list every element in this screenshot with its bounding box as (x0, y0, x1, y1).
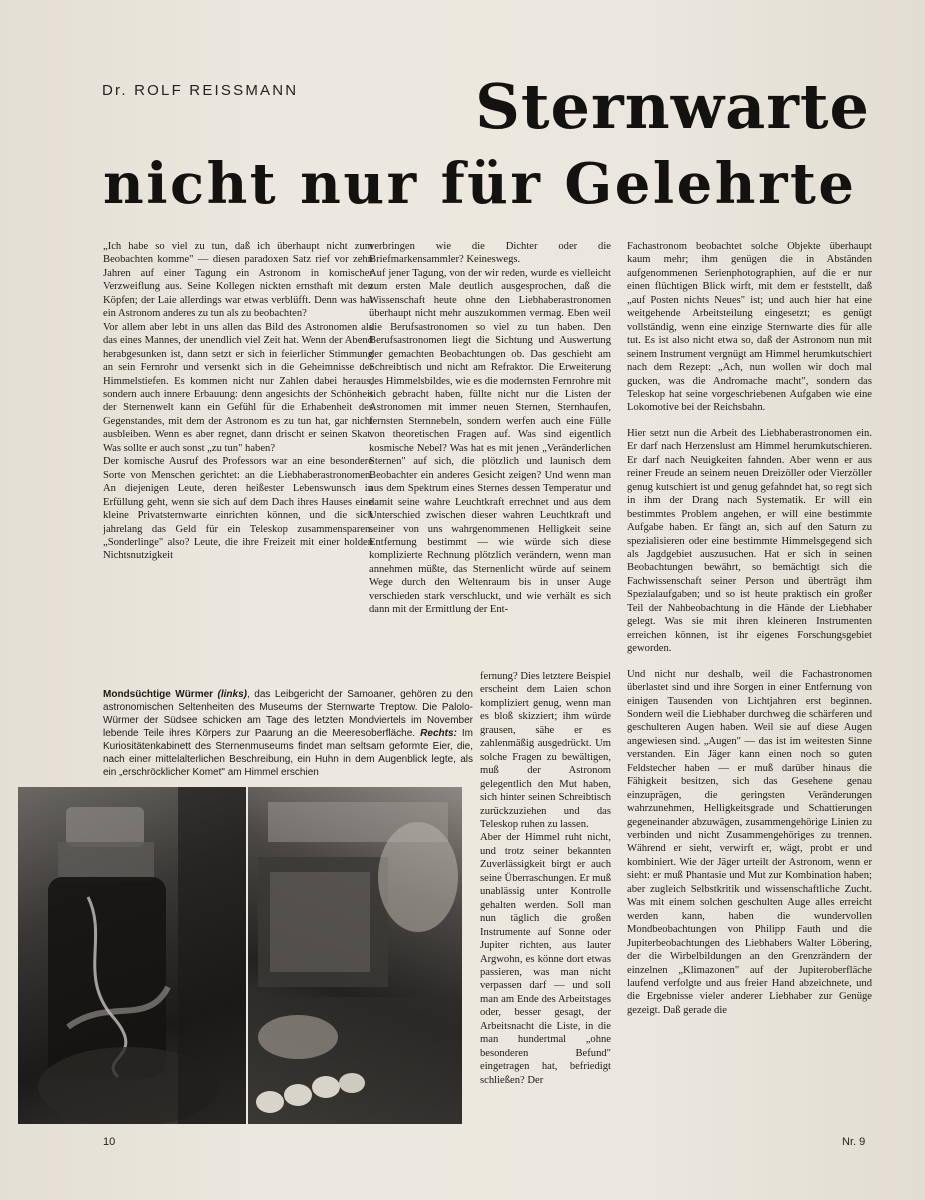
paragraph: „Ich habe so viel zu tun, daß ich überhaupt nicht zum Beobachten komme" — diesen paradoxen Satz rief vor zehn Jahren auf einer Tagung ein Astronom in komischer Verzweiflung aus. Seine Kollegen nickten ernsthaft mit den Köpfen; der Laie allerdings war etwas verblüfft. Denn was hat ein Astronom anderes zu tun als zu beobachten? (103, 241, 373, 320)
caption-lead: Mondsüchtige Würmer (103, 689, 214, 700)
photo-worm-jar (18, 787, 246, 1124)
article-column-2-continued (480, 670, 611, 1160)
paragraph: verbringen wie die Dichter oder die Briefmarkensammler? Keineswegs. (369, 241, 611, 266)
article-column-2 (369, 240, 611, 670)
page-number: 10 (103, 1136, 116, 1148)
paragraph: Fachastronom beobachtet solche Objekte überhaupt kaum mehr; ihm genügen die in Abständen aufgenommenen Serienphotographien, auf die er nur einen flüchtigen Blick wirft, mit dem er feststellt, daß „auf Posten nichts Neues" ist; und auch hier hat eine weitgehende Arbeitsteilung eingesetzt; es genügt vollständig, wenn eine einzige Sternwarte dies für alle tut. Es ist also nicht etwa so, daß der Astronom nun mit seinem Instrument vergnügt am Himmel herumkutschiert nach dem Rezept: „Ach, nun wollen wir doch mal gucken, was die Andromache macht", sondern das Teleskop hat seine vorgeschriebenen Aufgaben wie eine Lokomotive bei der Reichsbahn. (627, 241, 872, 414)
caption-text-2: Im Kuriositätenkabinett des Sternenmuseums findet man seltsam geformte Eier, die, nach einer mittelalterlichen Beschreibung, ein Huhn in dem Augenblick legte, als ein „erschröcklicher Komet" am Himmel erschien (103, 728, 474, 778)
paragraph: Auf jener Tagung, von der wir reden, wurde es vielleicht zum ersten Male deutlich ausgesprochen, daß die Wissenschaft heute ohne den Liebhaberastronomen überhaupt nicht mehr auszukommen vermag. Eben weil die Berufsastronomen so viel zu tun haben. Den Berufsastronomen liegt die Sichtung und Auswertung der gemachten Beobachtungen ob. Das geschieht am Schreibtisch und nicht am Refraktor. Die Erweiterung des Himmelsbildes, wie es die modernsten Fernrohre mit sich gebracht haben, füllte nicht nur die Listen der Astronomen mit immer neuen Sternen, Sternhaufen, fernsten Sternnebeln, sondern werfen auch eine Fülle von theoretischen Fragen auf. Was sind eigentlich kosmische Nebel? Was hat es mit jenen „Veränderlichen Sternen" auf sich, die plötzlich und launisch dem Beobachter ein anderes Gesicht zeigen? Und wenn man aus dem Spektrum eines Sternes dessen Temperatur und damit seine wahre Leuchtkraft errechnet und aus dem Unterschied zwischen dieser wahren Leuchtkraft und seiner von uns wahrgenommenen Helligkeit seine Entfernung bestimmt — wie würde sich diese komplizierte Rechnung plötzlich verändern, wenn man annehmen müßte, das Sternenlicht würde auf seinem Wege durch den Weltenraum bis in unser Auge verschieden stark verschluckt, und wie verhält es sich dann mit der Ermittlung der Ent- (369, 267, 611, 616)
photo-caption (103, 688, 473, 779)
paragraph: Aber der Himmel ruht nicht, und trotz seiner bekannten Zuverlässigkeit birgt er auch seine Überraschungen. Er muß unablässig unter Kontrolle gehalten werden. Soll man nun täglich die großen Instrumente auf Sonne oder Jupiter richten, aus lauter Argwohn, es könne dort etwas passieren, was man nicht verpassen darf — und soll man am Ende des Arbeitstages oder, besser gesagt, der Arbeitsnacht die Liste, in die man hundertmal „ohne besonderen Befund" eingetragen hat, befriedigt schließen? Der (480, 832, 611, 1086)
article-column-1 (103, 240, 373, 670)
paragraph: fernung? Dies letztere Beispiel erscheint dem Laien schon kompliziert genug, wenn man es bloß skizziert; ihm würde grausen, sähe er es zahlenmäßig ausgedrückt. Um solche Fragen zu bewältigen, muß der Astronom gelegentlich den Mut haben, sich hinter seinen Schreibtisch zurückzuziehen und das Teleskop ruhen zu lassen. (480, 671, 611, 830)
caption-rechts: Rechts: (420, 728, 457, 739)
author-byline: Dr. ROLF REISSMANN (102, 82, 299, 99)
headline-line-1: Sternwarte (475, 70, 870, 143)
headline-line-2: nicht nur für Gelehrte (103, 151, 857, 217)
article-column-3 (627, 240, 872, 1155)
issue-number: Nr. 9 (842, 1136, 866, 1148)
paragraph: Vor allem aber lebt in uns allen das Bild des Astronomen als das eines Mannes, der unendlich viel Zeit hat. Wenn der Abend herabgesunken ist, dann setzt er sich in feierlicher Stimmung an sein Fernrohr und versenkt sich in die Geheimnisse der Himmelstiefen. Es kommen nicht nur Zahlen dabei heraus, sondern auch innere Erbauung: denn angesichts der Schönheit der Sternenwelt kann ein Gefühl für die Erhabenheit des Gegenstandes, mit dem der Astronom es zu tun hat, gar nicht ausbleiben. Wenn es aber regnet, dann drischt er seinen Skat. Was sollte er auch sonst „zu tun" haben? (103, 321, 373, 454)
caption-lead-paren: (links) (217, 689, 247, 700)
paragraph: Und nicht nur deshalb, weil die Fachastronomen überlastet sind und ihre Sorgen in einer Entfernung von einigen Tausenden von Lichtjahren erst beginnen. Sondern weil die Liebhaber durchweg die schärferen und geschulteren Augen haben. Weil sie auf diese Augen angewiesen sind. „Augen" — das ist im weitesten Sinne verstanden. Ein Jäger kann einen noch so guten Feldstecher haben — er muß darüber hinaus die Fähigkeit besitzen, sich das Gesehene genau einzuprägen, die geringsten Veränderungen wahrzunehmen, Helligkeitsgrade und Schattierungen gegeneinander abzuwägen, zusammengehörige Linien zu verbinden und nicht Zusammengehöriges zu trennen. Während er sieht, verwirft er, wägt, probt er und kombiniert. Wie der Jäger urteilt der Astronom, wenn er sieht: er muß Phantasie und Mut zur Kombination haben; aber zugleich Selbstkritik und wissenschaftliche Zucht. Was mit einem solchen geschulten Auge alles erreicht werden kann, haben die wundervollen Mondbeobachtungen von Philipp Fauth und die Jupiterbeobachtungen des Liebhabers Walter Löbering, der die Wirbelbildungen an den Grenzrändern der einzelnen „Klimazonen" auf der Jupiteroberfläche laufend verfolgte und aus freier Hand abzeichnete, und die Ergebnisse vieler anderer Liebhaber zur Genüge gezeigt. Daß gerade die (627, 668, 872, 1016)
paragraph: Hier setzt nun die Arbeit des Liebhaberastronomen ein. Er darf nach Herzenslust am Himmel herumkutschieren. Er darf nach Neuigkeiten fahnden. Aber wenn er aus reiner Freude an seinem neuen Dreizöller oder Vierzöller genug kutschiert ist und genug gefahndet hat, so regt sich in ihm der Drang nach Systematik. Er will ein bestimmtes Problem angehen, er will eine bestimmte Aufgabe haben. Er fängt an, sich auf den Saturn zu spezialisieren oder eine bestimmte Himmelsgegend sich als Jagdgebiet auszusuchen. Hat er sich in seinen Beobachtungen bewährt, so bemächtigt sich die Fachwissenschaft seiner Person und überträgt ihm Spezialaufgaben; und so ist heute praktisch ein großer Teil der Nahbeobachtung in die Hände der Liebhaber gelegt. Was sie mit ihren kleineren Instrumenten erreichen können, ist ihr eigenes Forschungsgebiet geworden. (627, 427, 872, 655)
caption-text-1: , das Leibgericht der Samoaner, gehören zu den astronomischen Seltenheiten des Museums der Sternwarte Treptow. Die Palolo-Würmer der Südsee schicken am Tage des letzten Mondviertels im November lebende Teile ihres Körpers zur Paarung an die Meeresoberfläche. (103, 689, 473, 739)
photo-museum-eggs (248, 787, 462, 1124)
paragraph: Der komische Ausruf des Professors war an eine besondere Sorte von Menschen gerichtet: an die Liebhaberastronomen. An diejenigen Leute, deren heißester Lebenswunsch in Erfüllung geht, wenn sie sich auf dem Dach ihres Hauses eine kleine Privatsternwarte einrichten können, und die sich jahrelang das Geld für ein Teleskop zusammensparen. „Sonderlinge" also? Leute, die ihre Freizeit mit einer holden Nichtsnutzigkeit (103, 456, 373, 562)
